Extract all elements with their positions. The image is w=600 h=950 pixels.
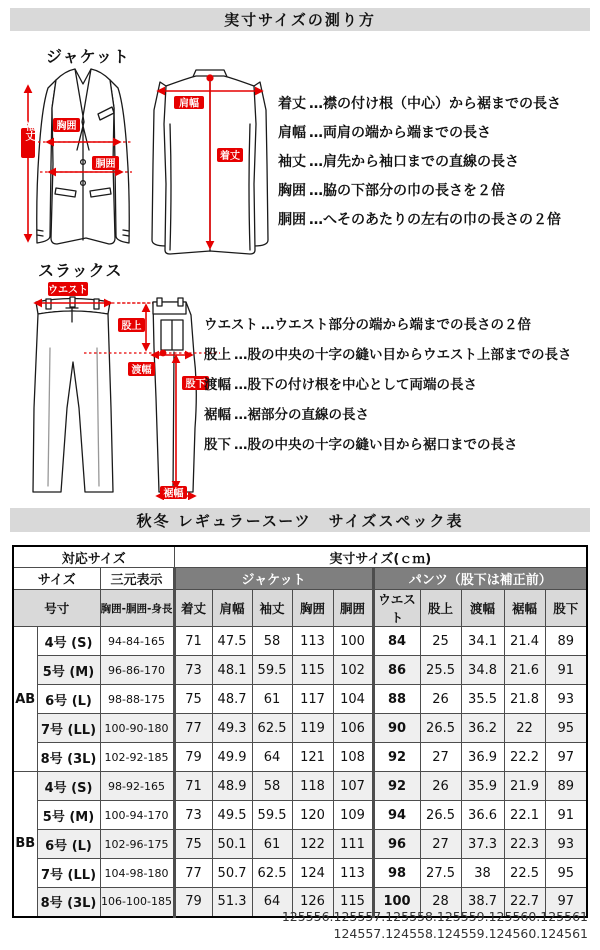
definition-term: 股上 <box>204 347 231 363</box>
definition-term: 肩幅 <box>278 124 306 141</box>
cell: 58 <box>252 772 292 801</box>
cell: 98-92-165 <box>100 772 174 801</box>
body-waist-label: 胴囲 <box>95 159 116 170</box>
cell: 106-100-185 <box>100 888 174 917</box>
jacket-definitions <box>278 88 561 233</box>
definition-desc: …両肩の端から端までの長さ <box>309 124 491 141</box>
header-actual-size: 実寸サイズ(ｃｍ) <box>174 546 587 568</box>
cell: 49.5 <box>212 801 252 830</box>
cell: 61 <box>252 685 292 714</box>
definition-item <box>278 175 561 204</box>
cell: 59.5 <box>252 656 292 685</box>
definition-term: 裾幅 <box>204 407 231 423</box>
cell: 122 <box>292 830 333 859</box>
cell: 4号 (S) <box>37 627 100 656</box>
definition-item <box>278 204 561 233</box>
cell: 97 <box>545 743 587 772</box>
cell: 58 <box>252 627 292 656</box>
back-length-label: 着丈 <box>220 151 240 162</box>
cell: 93 <box>545 830 587 859</box>
col-header-thigh: 渡幅 <box>461 590 504 627</box>
cell: 100 <box>333 627 373 656</box>
cell: 34.8 <box>461 656 504 685</box>
header-chest-waist-height: 胸囲-胴囲-身長 <box>100 590 174 627</box>
cell: 8号 (3L) <box>37 888 100 917</box>
cell: 91 <box>545 656 587 685</box>
cell: 75 <box>174 830 212 859</box>
cell: 36.2 <box>461 714 504 743</box>
cell: 5号 (M) <box>37 656 100 685</box>
rise-label: 股上 <box>121 321 142 332</box>
cell: 25 <box>420 627 461 656</box>
waist-label: ウエスト <box>48 285 88 296</box>
col-header-waist-body: 胴囲 <box>333 590 373 627</box>
cell: 104 <box>333 685 373 714</box>
group-label: AB <box>13 627 37 772</box>
definition-desc: …股の中央の十字の縫い目からウエスト上部までの長さ <box>234 347 572 363</box>
cell: 108 <box>333 743 373 772</box>
cell: 118 <box>292 772 333 801</box>
cell: 27 <box>420 830 461 859</box>
cell: 8号 (3L) <box>37 743 100 772</box>
definition-term: ウエスト <box>204 317 258 333</box>
cell: 22.2 <box>504 743 545 772</box>
cell: 37.3 <box>461 830 504 859</box>
cell: 98-88-175 <box>100 685 174 714</box>
cell: 34.1 <box>461 627 504 656</box>
cell: 26.5 <box>420 801 461 830</box>
hem-width-label: 裾幅 <box>163 488 184 500</box>
inseam-label: 股下 <box>185 379 206 390</box>
definition-desc: …裾部分の直線の長さ <box>234 407 369 423</box>
cell: 26 <box>420 685 461 714</box>
definition-desc: …脇の下部分の巾の長さを２倍 <box>309 182 505 199</box>
cell: 6号 (L) <box>37 830 100 859</box>
cell: 50.7 <box>212 859 252 888</box>
cell: 79 <box>174 888 212 917</box>
cell: 22.5 <box>504 859 545 888</box>
jacket-back-drawing <box>152 70 268 254</box>
cell: 22.1 <box>504 801 545 830</box>
cell: 100-90-180 <box>100 714 174 743</box>
cell: 35.5 <box>461 685 504 714</box>
cell: 27.5 <box>420 859 461 888</box>
cell: 92 <box>373 772 420 801</box>
cell: 22 <box>504 714 545 743</box>
definition-desc: …襟の付け根（中心）から裾までの長さ <box>309 95 561 112</box>
header-size: サイズ <box>13 568 100 590</box>
definition-term: 渡幅 <box>204 377 231 393</box>
cell: 91 <box>545 801 587 830</box>
cell: 38.7 <box>461 888 504 917</box>
group-label: BB <box>13 772 37 917</box>
cell: 27 <box>420 743 461 772</box>
cell: 75 <box>174 685 212 714</box>
col-header-body-length: 着丈 <box>174 590 212 627</box>
product-codes <box>282 908 588 942</box>
col-header-sleeve: 袖丈 <box>252 590 292 627</box>
cell: 115 <box>292 656 333 685</box>
cell: 121 <box>292 743 333 772</box>
cell: 36.9 <box>461 743 504 772</box>
cell: 59.5 <box>252 801 292 830</box>
cell: 22.7 <box>504 888 545 917</box>
cell: 94-84-165 <box>100 627 174 656</box>
slacks-definitions <box>204 308 572 458</box>
cell: 21.4 <box>504 627 545 656</box>
definition-desc: …肩先から袖口までの直線の長さ <box>309 153 519 170</box>
cell: 93 <box>545 685 587 714</box>
header-three-size: 三元表示 <box>100 568 174 590</box>
definition-term: 着丈 <box>278 95 306 112</box>
cell: 102-92-185 <box>100 743 174 772</box>
header-supported-size: 対応サイズ <box>13 546 174 568</box>
cell: 88 <box>373 685 420 714</box>
cell: 21.6 <box>504 656 545 685</box>
cell: 6号 (L) <box>37 685 100 714</box>
cell: 96 <box>373 830 420 859</box>
cell: 77 <box>174 714 212 743</box>
cell: 26 <box>420 772 461 801</box>
size-spec-table <box>12 545 588 918</box>
cell: 98 <box>373 859 420 888</box>
cell: 102-96-175 <box>100 830 174 859</box>
cell: 25.5 <box>420 656 461 685</box>
cell: 73 <box>174 801 212 830</box>
col-header-shoulder: 肩幅 <box>212 590 252 627</box>
cell: 94 <box>373 801 420 830</box>
header-pants-group: パンツ（股下は補正前） <box>373 568 587 590</box>
cell: 26.5 <box>420 714 461 743</box>
header-size-number: 号寸 <box>13 590 100 627</box>
cell: 77 <box>174 859 212 888</box>
cell: 50.1 <box>212 830 252 859</box>
cell: 62.5 <box>252 859 292 888</box>
cell: 47.5 <box>212 627 252 656</box>
cell: 84 <box>373 627 420 656</box>
cell: 106 <box>333 714 373 743</box>
product-codes-line1: 125556.125557.125558.125559.125560.125561 <box>281 909 588 924</box>
header-jacket-group: ジャケット <box>174 568 373 590</box>
definition-desc: …ウエスト部分の端から端までの長さの２倍 <box>261 317 531 333</box>
thigh-width-label: 渡幅 <box>131 365 152 376</box>
definition-desc: …股の中央の十字の縫い目から裾口までの長さ <box>234 437 518 453</box>
col-header-rise: 股上 <box>420 590 461 627</box>
cell: 5号 (M) <box>37 801 100 830</box>
definition-item <box>204 338 572 368</box>
definition-item <box>204 428 572 458</box>
cell: 36.6 <box>461 801 504 830</box>
slacks-diagram <box>22 278 222 500</box>
cell: 71 <box>174 772 212 801</box>
cell: 71 <box>174 627 212 656</box>
jacket-diagram-svg <box>20 64 270 258</box>
cell: 111 <box>333 830 373 859</box>
definition-term: 股下 <box>204 437 231 453</box>
col-header-inseam: 股下 <box>545 590 587 627</box>
chest-label: 胸囲 <box>56 121 77 132</box>
cell: 21.8 <box>504 685 545 714</box>
col-header-hem: 裾幅 <box>504 590 545 627</box>
definition-term: 胸囲 <box>278 182 306 199</box>
cell: 124 <box>292 859 333 888</box>
cell: 35.9 <box>461 772 504 801</box>
jacket-section-heading: ジャケット <box>46 47 130 66</box>
definition-term: 袖丈 <box>278 153 306 170</box>
cell: 92 <box>373 743 420 772</box>
col-header-waist: ウエスト <box>373 590 420 627</box>
sleeve-length-label: 袖丈 <box>23 121 34 141</box>
cell: 64 <box>252 743 292 772</box>
cell: 48.9 <box>212 772 252 801</box>
cell: 51.3 <box>212 888 252 917</box>
slacks-diagram-svg <box>22 278 222 500</box>
cell: 86 <box>373 656 420 685</box>
size-table-body <box>13 627 587 917</box>
cell: 119 <box>292 714 333 743</box>
cell: 100-94-170 <box>100 801 174 830</box>
definition-term: 胴囲 <box>278 211 306 228</box>
cell: 48.7 <box>212 685 252 714</box>
definition-item <box>278 117 561 146</box>
cell: 89 <box>545 772 587 801</box>
measuring-guide-title: 実寸サイズの測り方 <box>10 8 590 31</box>
cell: 95 <box>545 859 587 888</box>
cell: 4号 (S) <box>37 772 100 801</box>
cell: 126 <box>292 888 333 917</box>
cell: 113 <box>333 859 373 888</box>
jacket-front-drawing <box>21 69 133 244</box>
product-codes-line2: 124557.124558.124559.124560.124561 <box>333 926 588 941</box>
cell: 7号 (LL) <box>37 714 100 743</box>
col-header-chest: 胸囲 <box>292 590 333 627</box>
cell: 113 <box>292 627 333 656</box>
cell: 49.9 <box>212 743 252 772</box>
cell: 115 <box>333 888 373 917</box>
cell: 22.3 <box>504 830 545 859</box>
cell: 62.5 <box>252 714 292 743</box>
definition-desc: …へそのあたりの左右の巾の長さの２倍 <box>309 211 561 228</box>
cell: 48.1 <box>212 656 252 685</box>
cell: 79 <box>174 743 212 772</box>
cell: 104-98-180 <box>100 859 174 888</box>
cell: 109 <box>333 801 373 830</box>
jacket-diagram <box>20 64 270 258</box>
spec-table-title: 秋冬 レギュラースーツ サイズスペック表 <box>10 508 590 532</box>
cell: 95 <box>545 714 587 743</box>
definition-desc: …股下の付け根を中心として両端の長さ <box>234 377 477 393</box>
cell: 102 <box>333 656 373 685</box>
cell: 21.9 <box>504 772 545 801</box>
slacks-section-heading: スラックス <box>38 261 123 280</box>
definition-item <box>204 308 572 338</box>
cell: 89 <box>545 627 587 656</box>
cell: 120 <box>292 801 333 830</box>
cell: 28 <box>420 888 461 917</box>
definition-item <box>278 146 561 175</box>
cell: 73 <box>174 656 212 685</box>
cell: 100 <box>373 888 420 917</box>
cell: 38 <box>461 859 504 888</box>
cell: 90 <box>373 714 420 743</box>
cell: 97 <box>545 888 587 917</box>
cell: 64 <box>252 888 292 917</box>
cell: 117 <box>292 685 333 714</box>
definition-item <box>204 368 572 398</box>
cell: 7号 (LL) <box>37 859 100 888</box>
cell: 96-86-170 <box>100 656 174 685</box>
definition-item <box>278 88 561 117</box>
cell: 107 <box>333 772 373 801</box>
definition-item <box>204 398 572 428</box>
cell: 61 <box>252 830 292 859</box>
shoulder-width-label: 肩幅 <box>179 98 199 110</box>
cell: 49.3 <box>212 714 252 743</box>
